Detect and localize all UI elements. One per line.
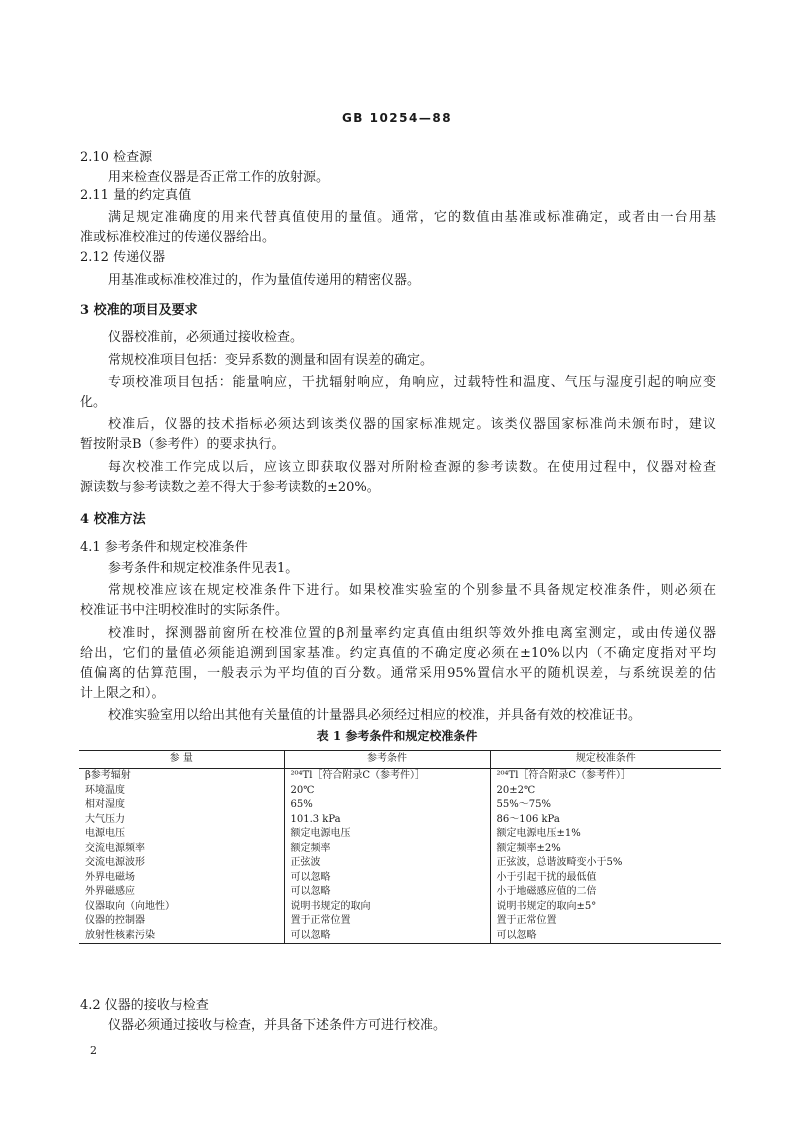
table-cell: 可以忽略 [284,929,490,944]
table-cell: 相对湿度 [85,799,125,810]
table-row [79,784,721,799]
table-cell: 置于正常位置 [490,914,721,929]
paragraph-line: 校准时，探测器前窗所在校准位置的β剂量率约定真值由组织等效外推电离室测定，或由传递仪器 [108,626,716,641]
column-header: 参 量 [79,751,284,769]
table-cell: 大气压力 [85,813,125,825]
page-header: GB 10254—88 [341,111,453,125]
table-header-row [79,751,721,769]
table-cell: 置于正常位置 [284,914,490,929]
paragraph-line: 准或标准校准过的传递仪器给出。 [80,230,276,245]
paragraph-line: 计上限之和）。 [80,686,165,701]
table-cell: 小于地磁感应值的二倍 [490,885,721,900]
section-heading: 4 校准方法 [80,512,146,527]
table-cell: 正弦波 [284,856,490,871]
table-cell: 额定频率 [284,842,490,857]
table-cell: 交流电源波形 [85,857,145,868]
table-cell: 101.3 kPa [284,813,490,828]
table-row [79,885,721,900]
section-heading: 2.10 检查源 [80,150,153,165]
paragraph-line: 校准实验室用以给出其他有关量值的计量器具必须经过相应的校准，并具备有效的校准证书。 [108,708,642,723]
table-cell: 放射性核素污染 [79,929,284,944]
paragraph-line: 参考条件和规定校准条件见表1。 [108,561,299,576]
table-row [79,769,721,784]
table-row [79,871,721,886]
table-cell: 额定频率±2% [490,842,721,857]
table-cell: β参考辐射 [85,770,131,781]
table-cell: 小于引起干扰的最低值 [490,871,721,886]
table-row [79,900,721,915]
table-cell: 可以忽略 [490,929,721,944]
table-cell: 额定电源电压±1% [490,827,721,842]
paragraph-line: 常规校准应该在规定校准条件下进行。如果校准实验室的个别参量不具备规定校准条件，则必须在 [108,583,716,598]
paragraph-line: 源读数与参考读数之差不得大于参考读数的±20%。 [80,480,380,495]
table-row [79,856,721,871]
table-cell: 20±2℃ [490,784,721,799]
table-cell: 说明书规定的取向±5° [490,900,721,915]
reference-conditions-table [79,750,721,944]
section-heading: 2.11 量的约定真值 [80,188,192,203]
table-row [79,914,721,929]
paragraph-line: 满足规定准确度的用来代替真值使用的量值。通常，它的数值由基准或标准确定，或者由一台用基 [108,210,716,225]
table-row [79,813,721,828]
paragraph-line: 校准证书中注明校准时的实际条件。 [80,603,289,618]
paragraph-line: 常规校准项目包括：变异系数的测量和固有误差的确定。 [108,353,434,368]
paragraph-line: 值偏离的估算范围，一般表示为平均值的百分数。通常采用95%置信水平的随机误差，与系统误差的估 [80,666,716,681]
table-cell: 环境温度 [85,784,125,796]
table-cell: 电源电压 [85,828,125,839]
section-heading: 2.12 传递仪器 [80,250,166,265]
table-cell: 65% [284,798,490,813]
paragraph-line: 仪器校准前，必须通过接收检查。 [108,330,304,345]
table-cell: 可以忽略 [284,871,490,886]
paragraph-line: 专项校准项目包括：能量响应，干扰辐射响应，角响应，过载特性和温度、气压与湿度引起的响应变 [108,375,716,390]
column-header: 规定校准条件 [490,751,721,769]
table-cell: 55%～75% [490,798,721,813]
paragraph-line: 校准后，仪器的技术指标必须达到该类仪器的国家标准规定。该类仪器国家标准尚未颁布时，建议 [108,417,716,432]
table-cell: 仪器取向（向地性） [85,900,175,912]
table-caption: 表 1 参考条件和规定校准条件 [316,729,478,743]
paragraph-line: 化。 [80,395,107,410]
paragraph-line: 用来检查仪器是否正常工作的放射源。 [108,170,330,185]
paragraph-line: 给出，它们的量值必须能追溯到国家基准。约定真值的不确定度必须在±10%以内（不确定度指对平均 [80,646,716,661]
table-cell: 额定电源电压 [284,827,490,842]
paragraph-line: 暂按附录B（参考件）的要求执行。 [80,437,285,452]
table-row [79,842,721,857]
table-cell: 正弦波，总谐波畸变小于5% [490,856,721,871]
table-row [79,798,721,813]
table-cell: 可以忽略 [284,885,490,900]
table-cell: 86～106 kPa [490,813,721,828]
table-cell: ²⁰⁴Tl［符合附录C（参考件）］ [490,769,721,784]
paragraph-line: 仪器必须通过接收与检查，并具备下述条件方可进行校准。 [108,1018,447,1033]
page-number: 2 [90,1044,97,1057]
table-cell: 交流电源频率 [85,842,145,854]
table-row [79,929,721,944]
table-row [79,827,721,842]
section-heading: 4.2 仪器的接收与检查 [80,998,209,1013]
table-cell: 说明书规定的取向 [284,900,490,915]
table-cell: 仪器的控制器 [85,915,145,926]
section-heading: 3 校准的项目及要求 [80,303,198,318]
section-heading: 4.1 参考条件和规定校准条件 [80,540,248,555]
column-header: 参考条件 [284,751,490,769]
table-cell: 20℃ [284,784,490,799]
paragraph-line: 用基准或标准校准过的，作为量值传递用的精密仪器。 [108,273,421,288]
table-cell: ²⁰⁴Tl［符合附录C（参考件）］ [284,769,490,784]
paragraph-line: 每次校准工作完成以后，应该立即获取仪器对所附检查源的参考读数。在使用过程中，仪器对检查 [108,460,716,475]
table-cell: 外界电磁场 [85,871,135,883]
table-cell: 外界磁感应 [85,886,135,897]
